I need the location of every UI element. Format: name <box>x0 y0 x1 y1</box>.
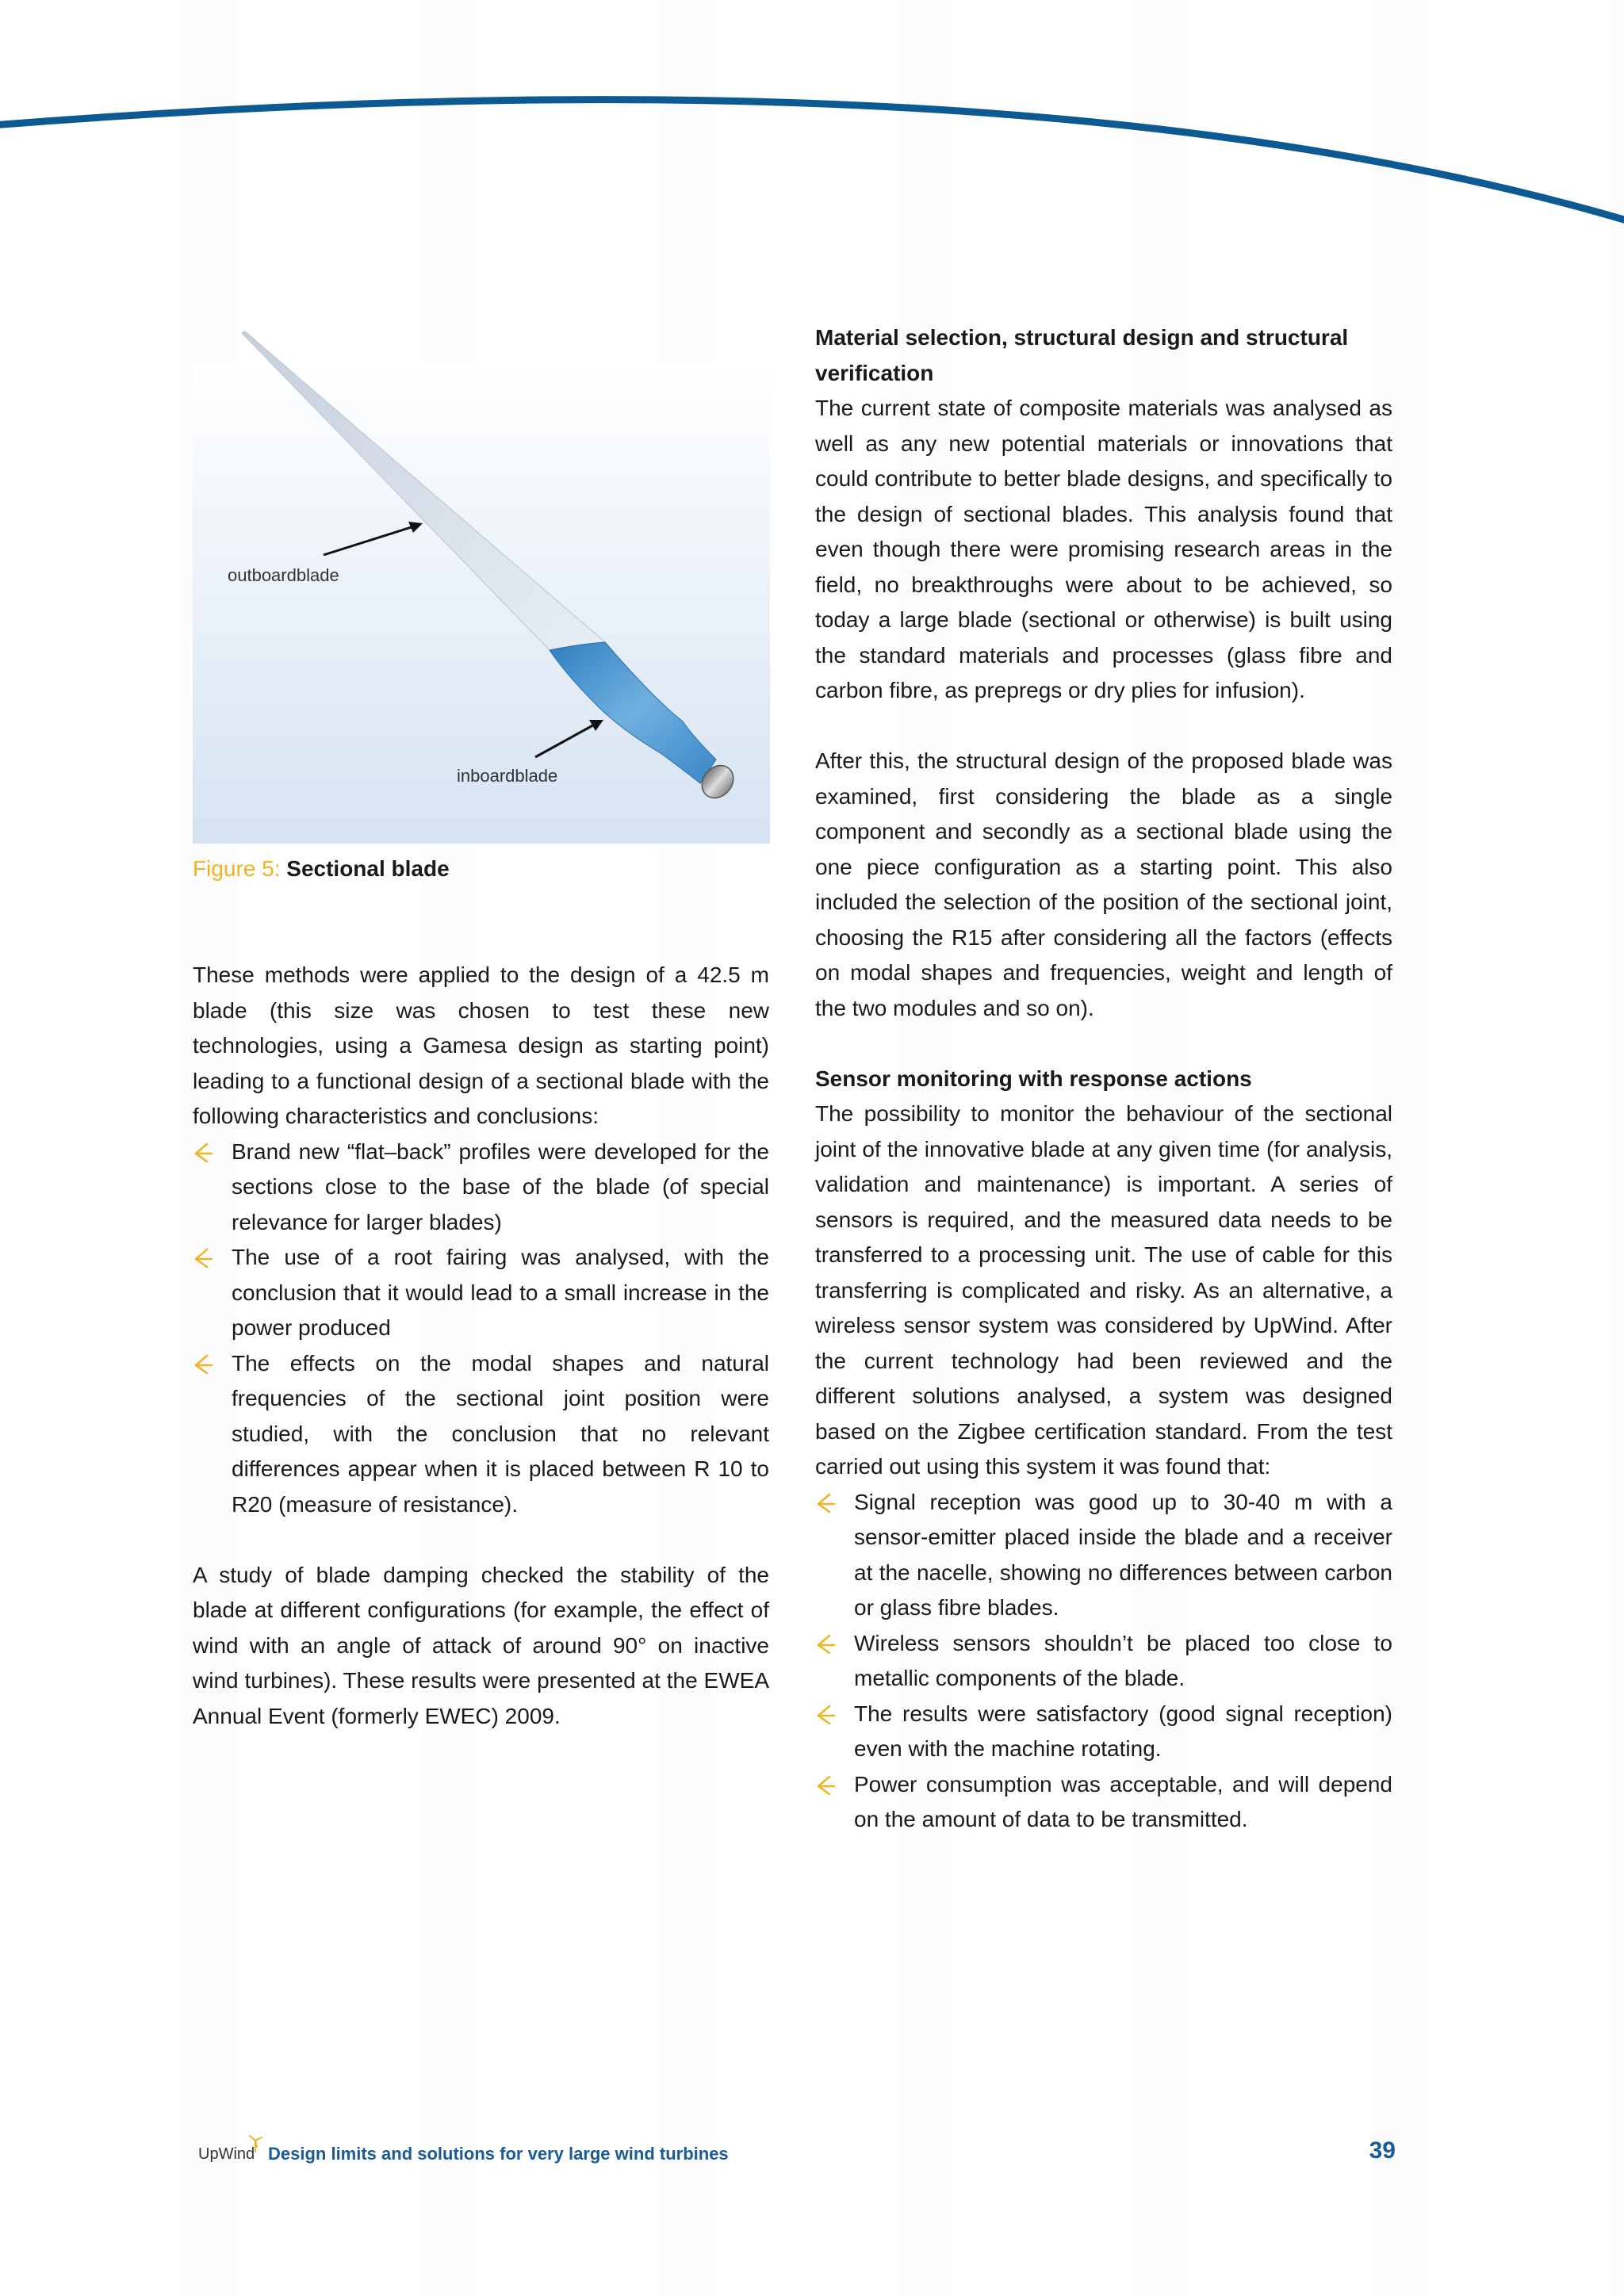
sensor-paragraph: The possibility to monitor the behaviour of the sectional joint of the innovative blade at any given time (for analysis, validation and maintenance) is important. A series of sensors is required, and the measured data needs to be transferred to a processing unit. The use of cable for this transferring is complicated and risky. As an alternative, a wireless sensor system was considered by UpWind. After the current technology had been reviewed and the different solutions analysed, a system was designed based on the Zigbee certification standard. From the test carried out using this system it was found that: <box>815 1101 1392 1479</box>
upwind-logo-icon <box>247 2134 263 2153</box>
upwind-logo <box>198 2145 255 2164</box>
wind-turbine-bullet-icon <box>193 1246 215 1269</box>
figure-caption-label: Figure 5: <box>193 856 281 881</box>
wind-turbine-bullet-icon <box>815 1491 837 1513</box>
right-column <box>815 320 1392 1838</box>
list-item <box>815 1767 1392 1838</box>
figure-caption <box>193 853 450 885</box>
list-item-text: The results were satisfactory (good signal reception) even with the machine rotating. <box>854 1701 1392 1761</box>
structural-paragraph: After this, the structural design of the proposed blade was examined, first considering the blade as a single component and secondly as a sectional blade using the one piece configuration as a starting point. This also included the selection of the position of the sectional joint, choosing the R15 after considering all the factors (effects on modal shapes and frequencies, weight and length of the two modules and so on). <box>815 748 1392 1020</box>
list-item <box>193 1346 769 1523</box>
wind-turbine-bullet-icon <box>193 1141 215 1163</box>
left-column <box>193 958 769 1734</box>
page-number: 39 <box>1369 2137 1396 2164</box>
list-item-text: Wireless sensors shouldn’t be placed too close to metallic components of the blade. <box>854 1630 1392 1690</box>
sensor-heading: Sensor monitoring with response actions <box>815 1066 1252 1091</box>
list-item-text: Brand new “flat–back” profiles were developed for the sections close to the base of the blade (of special relevance for larger blades) <box>232 1138 769 1234</box>
page-footer <box>198 2133 1396 2172</box>
wind-turbine-bullet-icon <box>193 1353 215 1375</box>
paragraph-gap <box>193 1522 769 1558</box>
list-item-text: The effects on the modal shapes and natural frequencies of the sectional joint position were studied, with the conclusion that no relevant differences appear when it is placed between R 10 to R20 (measure of resistance). <box>232 1350 769 1517</box>
wind-turbine-bullet-icon <box>815 1774 837 1796</box>
upwind-logo-text: UpWind <box>198 2145 255 2163</box>
paragraph-gap <box>815 1026 1392 1062</box>
materials-paragraph: The current state of composite materials was analysed as well as any new potential materials or innovations that could contribute to better blade designs, and specifically to the design of sectional blades. This analysis found that even though there were promising research areas in the field, no breakthroughs were about to be achieved, so today a large blade (sectional or otherwise) is built using the standard materials and processes (glass fibre and carbon fibre, as prepregs or dry plies for infusion). <box>815 396 1392 702</box>
list-item <box>815 1485 1392 1626</box>
wind-turbine-bullet-icon <box>815 1632 837 1655</box>
list-item-text: Power consumption was acceptable, and will depend on the amount of data to be transmitted. <box>854 1771 1392 1831</box>
list-item <box>193 1240 769 1346</box>
header-arc-line <box>0 100 1624 222</box>
header-arc <box>0 0 1624 238</box>
wind-turbine-bullet-icon <box>815 1703 837 1725</box>
left-bullet-list <box>193 1135 769 1523</box>
outboard-label: outboardblade <box>228 565 339 585</box>
sectional-blade-figure <box>193 325 770 844</box>
inboard-label: inboardblade <box>457 766 558 786</box>
list-item-text: Signal reception was good up to 30-40 m with a sensor-emitter placed inside the blade and a receiver at the nacelle, showing no differences between carbon or glass fibre blades. <box>854 1489 1392 1620</box>
footer-title: Design limits and solutions for very large wind turbines <box>268 2144 729 2164</box>
materials-heading: Material selection, structural design and structural verification <box>815 325 1349 385</box>
list-item <box>815 1626 1392 1697</box>
damping-paragraph: A study of blade damping checked the stability of the blade at different configurations (for example, the effect of wind with an angle of attack of around 90° on inactive wind turbines). These results were presented at the EWEA Annual Event (formerly EWEC) 2009. <box>193 1562 769 1728</box>
intro-paragraph: These methods were applied to the design of a 42.5 m blade (this size was chosen to test these new technologies, using a Gamesa design as starting point) leading to a functional design of a sectional blade with the following characteristics and conclusions: <box>193 962 769 1128</box>
paragraph-gap <box>815 709 1392 744</box>
list-item <box>193 1135 769 1241</box>
right-bullet-list <box>815 1485 1392 1838</box>
list-item-text: The use of a root fairing was analysed, with the conclusion that it would lead to a small increase in the power produced <box>232 1245 769 1340</box>
list-item <box>815 1697 1392 1767</box>
figure-caption-title: Sectional blade <box>286 856 450 881</box>
